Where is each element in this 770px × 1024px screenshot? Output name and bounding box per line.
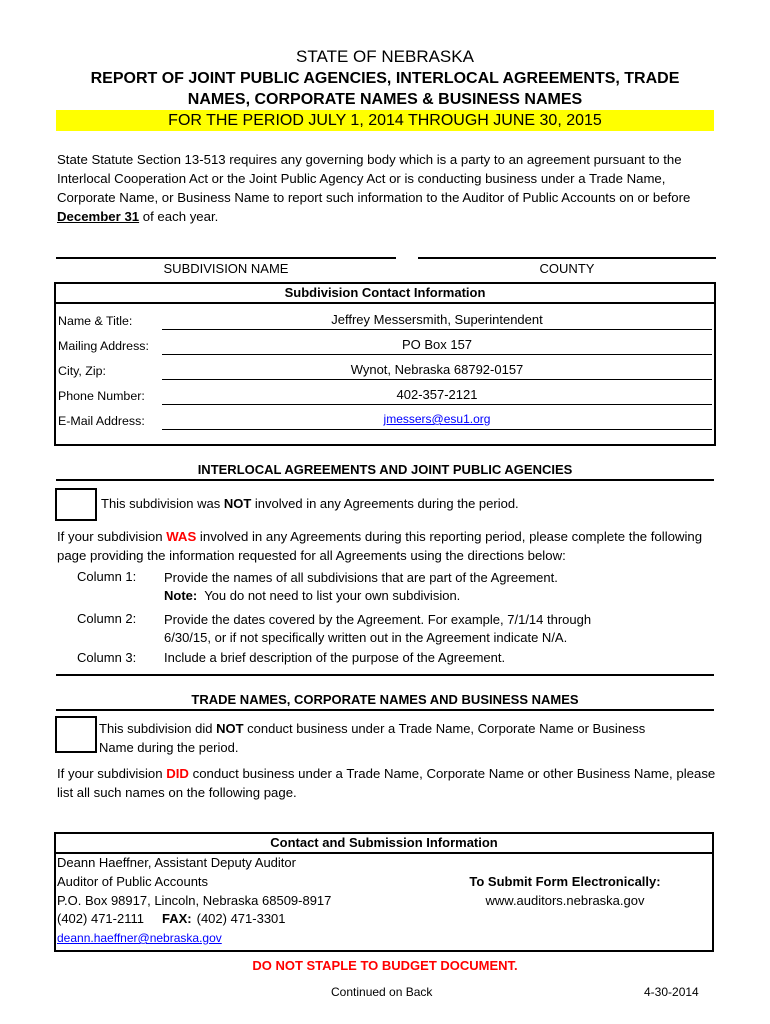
- auditor-email-link[interactable]: deann.haeffner@nebraska.gov: [57, 931, 222, 945]
- submission-divider: [56, 852, 712, 854]
- column1-line1: Provide the names of all subdivisions that are part of the Agreement.: [164, 570, 558, 585]
- subdivision-name-label: SUBDIVISION NAME: [163, 261, 289, 276]
- report-title-line1: REPORT OF JOINT PUBLIC AGENCIES, INTERLOCAL AGREEMENTS, TRADE: [90, 70, 680, 87]
- no-agreements-text: This subdivision was: [101, 496, 224, 511]
- trade-did: DID: [166, 766, 189, 781]
- agreements-instr-text-end: involved in any Agreements during this reporting period, please complete the following page providing the information requested for all Agreements using the directions below:: [57, 529, 703, 563]
- column1-description: [164, 569, 558, 605]
- column1-note-label: Note:: [164, 588, 198, 603]
- no-trade-text-end: conduct business under a Trade Name, Corporate Name or Business: [243, 721, 646, 736]
- agreements-instr-text: If your subdivision: [57, 529, 167, 544]
- auditor-office: Auditor of Public Accounts: [57, 874, 209, 889]
- state-heading: STATE OF NEBRASKA: [296, 47, 474, 66]
- mailing-address-field[interactable]: PO Box 157: [162, 337, 712, 355]
- auditor-phone-fax: [57, 911, 286, 926]
- trade-instructions: [57, 764, 717, 802]
- column3-label: Column 3:: [77, 650, 137, 665]
- email-address-field[interactable]: [162, 412, 712, 430]
- column2-description: [164, 611, 591, 647]
- auditor-fax: (402) 471-3301: [196, 911, 286, 926]
- city-zip-field[interactable]: Wynot, Nebraska 68792-0157: [162, 362, 712, 380]
- interlocal-title-rule: [56, 479, 714, 481]
- contact-info-divider: [56, 302, 714, 304]
- agreements-instructions: [57, 527, 717, 565]
- auditor-email: [57, 931, 222, 945]
- trade-top-rule: [56, 674, 714, 676]
- no-trade-names-line2: Name during the period.: [99, 740, 239, 755]
- column1-label: Column 1:: [77, 569, 137, 584]
- column2-line1: Provide the dates covered by the Agreement. For example, 7/1/14 through: [164, 612, 592, 627]
- no-agreements-checkbox[interactable]: [55, 488, 97, 521]
- auditor-website[interactable]: www.auditors.nebraska.gov: [485, 893, 645, 908]
- trade-instr-text: If your subdivision: [57, 766, 167, 781]
- no-agreements-label: [101, 496, 519, 511]
- no-trade-names-label: [99, 719, 645, 757]
- column1-note-text: You do not need to list your own subdivision.: [197, 588, 461, 603]
- no-trade-names-checkbox[interactable]: [55, 716, 97, 753]
- email-address-label: E-Mail Address:: [58, 414, 145, 428]
- city-zip-label: City, Zip:: [58, 364, 106, 378]
- trade-title-rule: [56, 709, 714, 711]
- no-agreements-not: NOT: [223, 496, 252, 511]
- interlocal-section-title: INTERLOCAL AGREEMENTS AND JOINT PUBLIC AGENCIES: [197, 462, 573, 477]
- submit-electronically-label: To Submit Form Electronically:: [469, 874, 661, 889]
- fax-label: FAX:: [161, 911, 192, 926]
- county-label: COUNTY: [539, 261, 595, 276]
- statute-text-end: of each year.: [139, 209, 219, 224]
- no-trade-not: NOT: [216, 721, 244, 736]
- form-date: 4-30-2014: [644, 985, 699, 999]
- contact-info-title: Subdivision Contact Information: [284, 285, 486, 300]
- continued-on-back: Continued on Back: [331, 985, 433, 999]
- phone-number-field[interactable]: 402-357-2121: [162, 387, 712, 405]
- trade-instr-text-end: conduct business under a Trade Name, Corporate Name or other Business Name, please list all such names on the following page.: [57, 766, 716, 800]
- staple-warning: DO NOT STAPLE TO BUDGET DOCUMENT.: [252, 958, 518, 973]
- trade-section-title: TRADE NAMES, CORPORATE NAMES AND BUSINESS NAMES: [191, 692, 579, 707]
- no-trade-text: This subdivision did: [99, 721, 217, 736]
- email-link[interactable]: jmessers@esu1.org: [383, 412, 491, 426]
- column3-description: Include a brief description of the purpose of the Agreement.: [164, 650, 506, 665]
- mailing-address-label: Mailing Address:: [58, 339, 149, 353]
- reporting-period: FOR THE PERIOD JULY 1, 2014 THROUGH JUNE 30, 2015: [56, 110, 714, 131]
- no-agreements-text-end: involved in any Agreements during the period.: [251, 496, 519, 511]
- auditor-address: P.O. Box 98917, Lincoln, Nebraska 68509-8917: [57, 893, 332, 908]
- deadline: December 31: [57, 209, 140, 224]
- statute-text: State Statute Section 13-513 requires any governing body which is a party to an agreement pursuant to the Interlocal Cooperation Act or the Joint Public Agency Act or is conducting business under a Trade Name, Corporate Name, or Business Name to report such information to the Auditor of Public Accounts on or before: [57, 152, 691, 205]
- name-title-field[interactable]: Jeffrey Messersmith, Superintendent: [162, 312, 712, 330]
- county-line[interactable]: [418, 257, 716, 259]
- column2-line2: 6/30/15, or if not specifically written out in the Agreement indicate N/A.: [164, 630, 568, 645]
- no-trade-names-line1: [99, 719, 645, 738]
- auditor-phone: (402) 471-2111: [57, 911, 144, 926]
- report-title-line2: NAMES, CORPORATE NAMES & BUSINESS NAMES: [187, 91, 583, 108]
- report-title: [0, 68, 770, 110]
- subdivision-name-line[interactable]: [56, 257, 396, 259]
- agreements-was: WAS: [166, 529, 197, 544]
- statute-paragraph: [57, 150, 717, 226]
- name-title-label: Name & Title:: [58, 314, 133, 328]
- column2-label: Column 2:: [77, 611, 137, 626]
- column1-note: [164, 587, 558, 605]
- submission-title: Contact and Submission Information: [270, 835, 498, 850]
- phone-number-label: Phone Number:: [58, 389, 145, 403]
- auditor-contact-name: Deann Haeffner, Assistant Deputy Auditor: [57, 855, 296, 870]
